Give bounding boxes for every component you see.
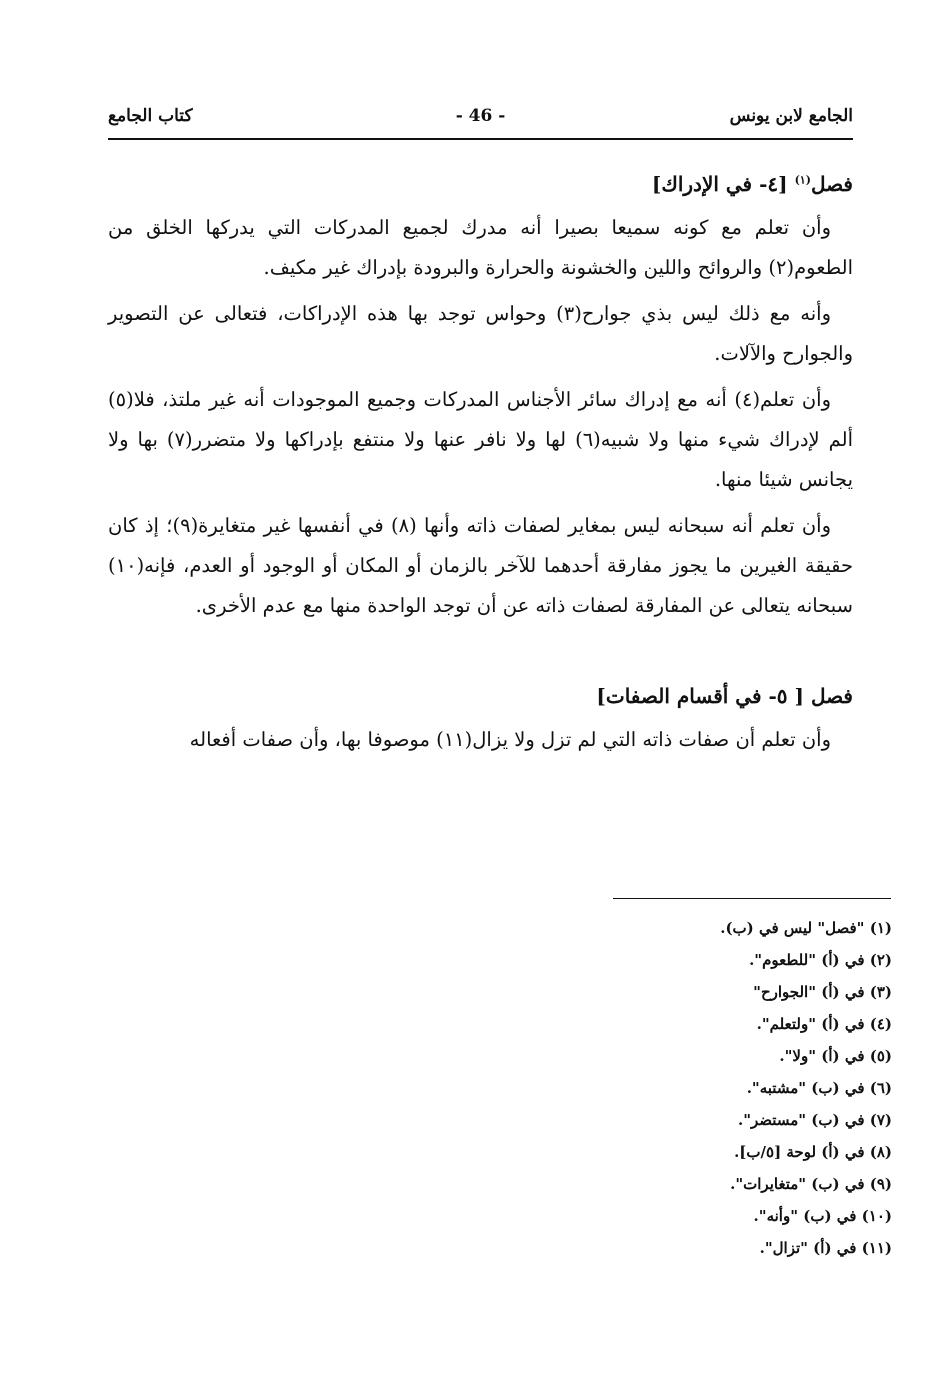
footnote: (٣) في (أ) "الجوارح" (753, 983, 892, 1001)
paragraph: وأن تعلم(٤) أنه مع إدراك سائر الأجناس المدركات وجميع الموجودات أنه غير ملتذ، فلا(٥) ألم لإدراك شيء منها ولا شبيه(٦) لها ولا نافر عنها ولا منتفع بإدراكها ولا متضرر(٧) بها ولا يجانس شيئا منها. (108, 388, 853, 491)
main-text (108, 164, 853, 766)
footnote: (٧) في (ب) "مستضر". (737, 1111, 892, 1129)
header-book-author: الجامع لابن يونس (729, 106, 853, 126)
footnote: (٨) في (أ) لوحة [٥/ب]. (734, 1143, 892, 1161)
footnotes (562, 912, 892, 1264)
header-divider (108, 138, 853, 140)
footnote-divider (613, 898, 891, 899)
footnote: (١) "فصل" ليس في (ب). (720, 919, 892, 937)
section-heading-attributes (108, 676, 853, 716)
running-header (108, 106, 853, 136)
paragraph: وأن تعلم أنه سبحانه ليس بمغاير لصفات ذاته وأنها (٨) في أنفسها غير متغايرة(٩)؛ إذ كان حقيقة الغيرين ما يجوز مفارقة أحدهما للآخر بالزمان أو المكان أو الوجود أو العدم، فإنه(١٠) سبحانه يتعالى عن المفارقة لصفات ذاته عن أن توجد الواحدة منها مع عدم الأخرى. (108, 514, 853, 617)
paragraph: وأنه مع ذلك ليس بذي جوارح(٣) وحواس توجد بها هذه الإدراكات، فتعالى عن التصوير والجوارح والآلات. (108, 302, 853, 365)
footnote-ref: (١) (794, 173, 811, 187)
section-heading-title: [٤- في الإدراك] (651, 172, 788, 196)
footnote: (١٠) في (ب) "وأنه". (753, 1207, 892, 1225)
footnote: (١١) في (أ) "تزال". (759, 1239, 892, 1257)
paragraph: وأن تعلم أن صفات ذاته التي لم تزل ولا يزال(١١) موصوفا بها، وأن صفات أفعاله (189, 728, 831, 751)
section-heading-label: فصل (810, 684, 853, 708)
section-spacer (108, 632, 853, 676)
section-heading-label: فصل (810, 172, 853, 196)
footnote: (٢) في (أ) "للطعوم". (749, 951, 892, 969)
section-heading-title: [ ٥- في أقسام الصفات] (596, 684, 804, 708)
footnote: (٦) في (ب) "مشتبه". (746, 1079, 892, 1097)
page-number: - 46 - (455, 106, 506, 126)
footnote: (٩) في (ب) "متغايرات". (730, 1175, 892, 1193)
header-book-title: كتاب الجامع (108, 106, 193, 126)
footnote: (٤) في (أ) "ولتعلم". (756, 1015, 892, 1033)
section-heading-perception (108, 164, 853, 204)
paragraph: وأن تعلم مع كونه سميعا بصيرا أنه مدرك لجميع المدركات التي يدركها الخلق من الطعوم(٢) والروائح واللين والخشونة والحرارة والبرودة بإدراك غير مكيف. (108, 216, 853, 279)
footnote: (٥) في (أ) "ولا". (779, 1047, 892, 1065)
